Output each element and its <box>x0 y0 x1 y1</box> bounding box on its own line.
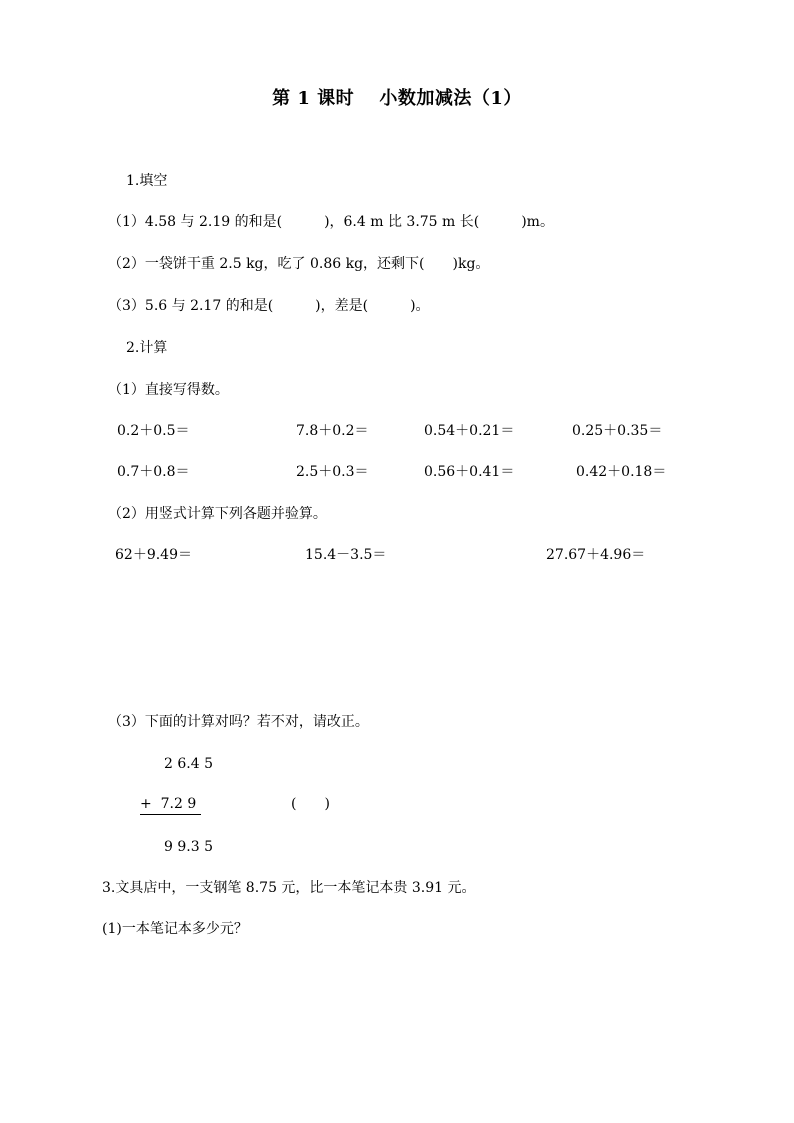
oral-problem: 2.5＋0.3＝ <box>296 464 369 480</box>
vertical-calc-label: （2）用竖式计算下列各题并验算。 <box>108 506 327 522</box>
vertical-problem: 15.4－3.5＝ <box>305 547 387 563</box>
fill-blank-question-3: （3）5.6 与 2.17 的和是( )，差是( )。 <box>108 298 430 314</box>
fill-blank-question-1: （1）4.58 与 2.19 的和是( )，6.4 m 比 3.75 m 长( )m。 <box>108 214 554 230</box>
section3-heading: 3.文具店中，一支钢笔 8.75 元，比一本笔记本贵 3.91 元。 <box>102 880 476 896</box>
oral-problem: 0.42＋0.18＝ <box>576 464 667 480</box>
oral-problem: 7.8＋0.2＝ <box>296 423 369 439</box>
oral-problem: 0.56＋0.41＝ <box>424 464 515 480</box>
oral-problem: 0.2＋0.5＝ <box>117 423 190 439</box>
vertical-problem: 62＋9.49＝ <box>115 547 192 563</box>
section1-heading: 1.填空 <box>126 173 168 189</box>
section2-heading: 2.计算 <box>126 340 168 356</box>
oral-problem: 0.7＋0.8＝ <box>117 464 190 480</box>
vertical-problem: 27.67＋4.96＝ <box>546 547 646 563</box>
check-calc-label: （3）下面的计算对吗？若不对，请改正。 <box>108 714 369 730</box>
fill-blank-question-2: （2）一袋饼干重 2.5 kg，吃了 0.86 kg，还剩下( )kg。 <box>108 256 490 272</box>
word-problem-question-1: (1)一本笔记本多少元？ <box>102 921 248 937</box>
oral-problem: 0.54＋0.21＝ <box>424 423 515 439</box>
oral-problem: 0.25＋0.35＝ <box>572 423 663 439</box>
calc-result: 9 9.3 5 <box>164 839 213 855</box>
page-title: 第 1 课时 小数加减法（1） <box>272 88 522 109</box>
calc-addend-2: + 7.2 9 <box>140 795 201 815</box>
judge-blank: ( ) <box>291 796 330 812</box>
calc-addend-1: 2 6.4 5 <box>164 756 213 772</box>
oral-calc-label: （1）直接写得数。 <box>108 382 229 398</box>
